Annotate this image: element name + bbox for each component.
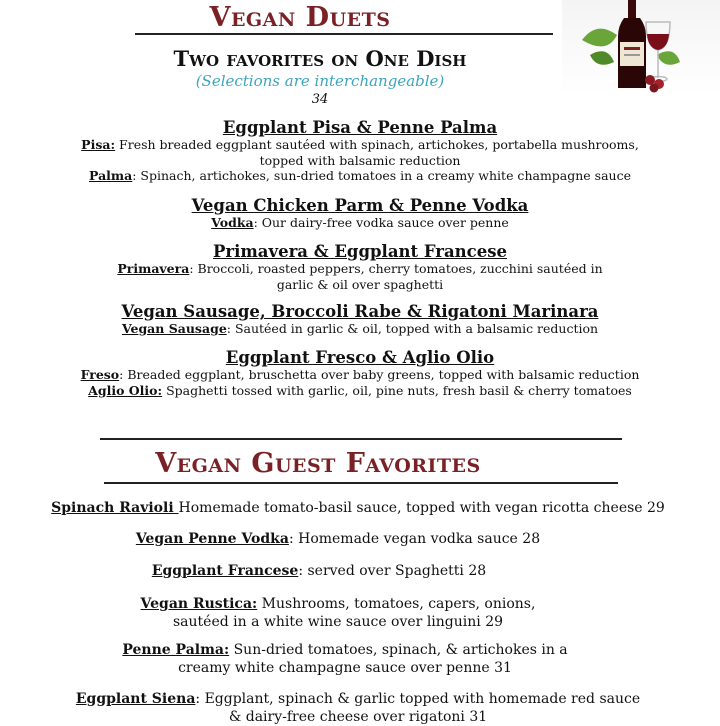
duet-item	[0, 348, 720, 398]
duet-item	[0, 302, 720, 337]
favorite-name: Vegan Rustica:	[140, 596, 258, 612]
dish-description: Vegan Sausage: Sautéed in garlic & oil, topped with a balsamic reduction	[121, 321, 599, 336]
duet-item	[0, 242, 720, 292]
favorite-name: Penne Palma:	[122, 642, 230, 658]
section-divider	[100, 438, 622, 440]
wine-bottle-glass-grapes-icon	[562, 0, 720, 95]
favorite-name: Eggplant Siena	[75, 691, 196, 707]
favorite-item: Vegan Penne Vodka: Homemade vegan vodka sauce 28	[135, 531, 541, 547]
favorite-name: Spinach Ravioli	[51, 500, 179, 516]
favorites-rule	[104, 482, 618, 484]
title-rule	[135, 33, 553, 35]
dish-description: Freso: Breaded eggplant, bruschetta over baby greens, topped with balsamic reduction Aglio Olio: Spaghetti tossed with garlic, oil, pine nuts, fresh basil & cherry tomatoes	[80, 367, 640, 398]
section-subtitle: Two favorites on One Dish	[173, 46, 467, 71]
dish-description: Primavera: Broccoli, roasted peppers, cherry tomatoes, zucchini sautéed in garlic & oil over spaghetti	[117, 261, 603, 292]
favorites-title: Vegan Guest Favorites	[155, 448, 481, 479]
duets-price: 34	[311, 92, 329, 107]
favorite-item: Vegan Rustica: Mushrooms, tomatoes, capers, onions, sautéed in a white wine sauce over linguini 29	[140, 596, 536, 630]
favorite-name: Eggplant Francese	[151, 563, 299, 579]
dish-description: Vodka: Our dairy-free vodka sauce over penne	[211, 215, 509, 230]
dish-title: Eggplant Pisa & Penne Palma	[222, 118, 498, 137]
favorite-item: Eggplant Siena: Eggplant, spinach & garlic topped with homemade red sauce & dairy-free cheese over rigatoni 31	[75, 691, 641, 725]
duet-item	[0, 118, 720, 184]
favorite-item: Spinach Ravioli Homemade tomato-basil sauce, topped with vegan ricotta cheese 29	[51, 500, 665, 516]
dish-title: Primavera & Eggplant Francese	[212, 242, 508, 261]
dish-description: Pisa: Fresh breaded eggplant sautéed with spinach, artichokes, portabella mushrooms, topped with balsamic reduction Palma: Spinach, artichokes, sun-dried tomatoes in a creamy white champagne sauce	[81, 137, 639, 183]
dish-title: Eggplant Fresco & Aglio Olio	[225, 348, 495, 367]
page-title: Vegan Duets	[209, 2, 391, 33]
duet-item	[0, 196, 720, 231]
dish-title: Vegan Sausage, Broccoli Rabe & Rigatoni Marinara	[121, 302, 599, 321]
favorite-item: Penne Palma: Sun-dried tomatoes, spinach, & artichokes in a creamy white champagne sauce over penne 31	[122, 642, 568, 676]
favorite-name: Vegan Penne Vodka	[135, 531, 289, 547]
favorite-item: Eggplant Francese: served over Spaghetti 28	[151, 563, 487, 579]
interchangeable-note: (Selections are interchangeable)	[195, 72, 445, 90]
dish-title: Vegan Chicken Parm & Penne Vodka	[191, 196, 529, 215]
